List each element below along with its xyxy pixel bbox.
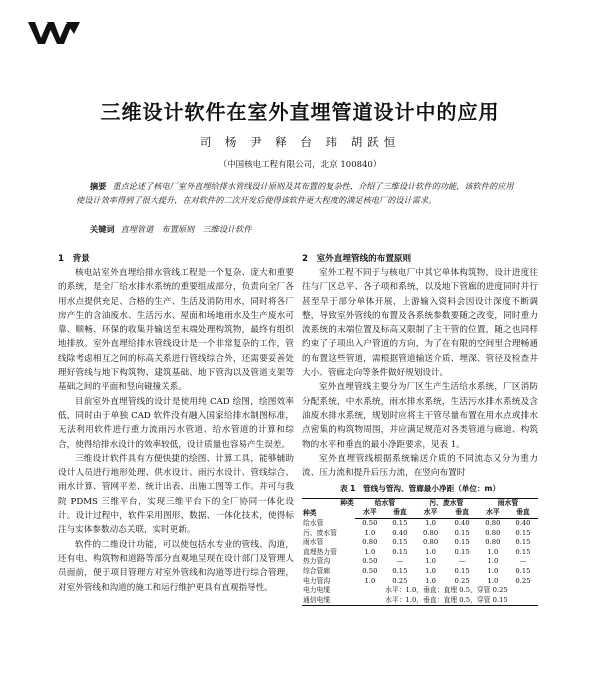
table-row [302, 548, 538, 558]
table-cell: 0.15 [454, 566, 470, 575]
table-row [302, 586, 538, 596]
table-cell: 0.50 [362, 518, 378, 527]
table-cell: 1.0 [425, 576, 436, 585]
paper-authors: 司 杨 尹 释 台 玮 胡跃恒 [199, 135, 401, 149]
left-column [58, 252, 294, 595]
section-2-paragraph: 室外直埋管线根据系统输送介质的不同流态又分为重力流、压力流和提升后压力流，在竖向布置时 [302, 453, 538, 479]
table-cell: 0.15 [392, 547, 408, 556]
table-cell: 水平：1.0，垂直：直埋 0.5，穿管 0.15 [355, 596, 538, 606]
table-corner-header [302, 498, 355, 518]
table-cell: 0.25 [454, 576, 470, 585]
table-cell: 0.40 [392, 528, 408, 537]
table-row [302, 596, 538, 606]
row-label: 综合管廊 [303, 566, 331, 575]
row-label: 通信电缆 [302, 596, 355, 606]
table-cell: 0.15 [392, 538, 408, 547]
paper-title: 三维设计软件在室外直埋管道设计中的应用 [100, 100, 500, 124]
group-header: 雨水管 [478, 498, 538, 508]
table-cell: 0.15 [454, 528, 470, 537]
table-cell: 0.80 [485, 518, 501, 527]
table-cell: 0.15 [515, 538, 531, 547]
journal-logo [28, 20, 80, 46]
table-cell: 1.0 [364, 528, 376, 537]
corner-label-bottom: 种类 [303, 508, 317, 517]
right-column [302, 252, 538, 606]
section-2-heading: 2 室外直埋管线的布置原则 [302, 254, 412, 264]
section-1-paragraph: 目前室外直埋管线的设计是使用纯 CAD 绘图，绘图效率低，同时由于单独 CAD 软件没有融入国家给排水制图标准，无法利用软件进行重力流雨污水管道、给水管道的计算和综合，使得给排水设计的效率较低，设计质量也容易产生误差。 [58, 396, 294, 450]
table-cell: 1.0 [487, 566, 499, 575]
table-cell: 0.40 [515, 518, 531, 527]
row-label: 雨水管 [303, 538, 324, 547]
table-cell: 1.0 [487, 547, 499, 556]
table-row [302, 518, 538, 528]
keywords [90, 224, 252, 235]
table-cell: 0.80 [485, 538, 501, 547]
table-cell: 1.0 [425, 557, 436, 566]
table-row [302, 529, 538, 539]
table-cell: 0.80 [423, 528, 439, 537]
section-2-paragraph: 室外直埋管线主要分为厂区生产生活给水系统，厂区消防分配系统，中水系统，雨水排水系统，生活污水排水系统及含油废水排水系统，规划时应将主干管尽量布置在用水点或排水点密集的构筑物周围，并应满足规范对各类管道与廊道、构筑物的水平和垂直的最小净距要求，见表 1。 [302, 382, 538, 450]
sub-header: 水平 [355, 508, 385, 518]
author-affiliation: （中国核电工程有限公司，北京 100840） [218, 160, 382, 170]
table-row [302, 538, 538, 548]
sub-header: 垂直 [446, 508, 478, 518]
section-1-paragraph: 三维设计软件具有方便快捷的绘图、计算工具，能够辅助设计人员进行地形处理、供水设计、雨污水设计、管线综合、雨水计算、管网平差、统计出表、出施工图等工作。并可与我院 PDMS 三维平台，实现三维平台下的全厂协同一体化设计。设计过程中，软件采用图形、数据、一体化技术，使得标注与实体参数动态关联，实时更新。 [58, 453, 294, 536]
table-cell: 0.25 [515, 576, 531, 585]
sub-header: 垂直 [508, 508, 538, 518]
table-cell: — [458, 557, 466, 566]
table-row [302, 567, 538, 577]
table-cell: 0.15 [392, 566, 408, 575]
row-label: 给水管 [303, 518, 324, 527]
table-cell: 0.15 [454, 547, 470, 556]
table-cell: — [519, 557, 527, 566]
table-cell: 0.15 [392, 518, 408, 527]
table-cell: 0.15 [515, 547, 531, 556]
table-cell: 0.25 [392, 576, 408, 585]
row-label: 直埋热力管 [303, 547, 337, 556]
table-cell: 0.80 [423, 538, 439, 547]
table-cell: 0.15 [515, 566, 531, 575]
abstract [76, 180, 516, 207]
table-cell: 1.0 [425, 547, 436, 556]
table-cell: 1.0 [425, 566, 436, 575]
table-cell: 0.15 [515, 528, 531, 537]
table-row [302, 577, 538, 587]
keywords-text: 直埋管道 布置原则 三维设计软件 [120, 224, 252, 234]
table-cell: 1.0 [364, 547, 376, 556]
table-cell: 0.15 [454, 538, 470, 547]
table-cell: 0.80 [362, 538, 378, 547]
section-1-paragraph: 软件的二维设计功能，可以使包括水专业的管线、沟道，还有电、构筑物和道路等部分直观地呈现在设计部门及管理人员面前，便于项目管理方对室外管线和沟道等进行综合管理，对室外管线和沟道的施工和运行维护更具有直观指导性。 [58, 539, 294, 593]
section-2-paragraph: 室外工程不同于与核电厂中其它单体构筑物，设计进度往往与厂区总平、各子项和系统，以及地下管廊的进度同时并行甚至早于部分单体开展，上游输入资料会因设计深度不断调整，导致室外管线的布置及各系统参数要随之改变，同时重力流系统的末端位置及标高又限制了主干管的位置，随之也同样约束了子项出入户管道的方向，为了在有限的空间里合理畅通的布置这些管道，需根据管道输送介质、埋深、管径及检查井大小、管廊走向等条件做好规划设计。 [302, 268, 538, 379]
table-1 [302, 498, 538, 607]
table-cell: 0.80 [485, 528, 501, 537]
abstract-label: 摘要 [90, 181, 107, 191]
table-cell: — [396, 557, 404, 566]
table-cell: 1.0 [364, 576, 376, 585]
sub-header: 水平 [415, 508, 446, 518]
row-label: 污、废水管 [303, 528, 337, 537]
row-label: 电力管沟 [303, 576, 331, 585]
table-cell: 0.50 [362, 566, 378, 575]
table-cell: 1.0 [487, 557, 499, 566]
table-row [302, 557, 538, 567]
section-1-heading: 1 背景 [58, 254, 90, 264]
corner-label-top: 种类 [340, 499, 354, 507]
table-cell: 水平：1.0，垂直：直埋 0.5，穿管 0.25 [385, 586, 508, 595]
row-label: 热力管沟 [303, 557, 331, 566]
table-cell: 0.40 [454, 518, 470, 527]
keywords-label: 关键词 [90, 224, 115, 234]
table-cell: 1.0 [487, 576, 499, 585]
sub-header: 水平 [478, 508, 508, 518]
group-header: 给水管 [355, 498, 415, 508]
section-1-paragraph: 核电站室外直埋给排水管线工程是一个复杂、庞大和重要的系统，是全厂给水排水系统的重要组成部分，负责向全厂各用水点提供充足、合格的生产、生活及消防用水，同时将各厂房产生的含油废水、生活污水、屋面和场地雨水及生产废水可靠、顺畅、环保的收集并输送至末端处理构筑物，最终有组织地排放。室外直埋给排水管线设计是一个非常复杂的工作，管线除考虑相互之间的标高关系进行管线综合外，还需要妥善处理好管线与地下构筑物、建筑基础、地下管沟以及管道支架等基础之间的平面和竖向碰撞关系。 [58, 268, 294, 393]
table-1-caption: 表 1 管线与管沟、管廊最小净距（单位：m） [339, 484, 501, 494]
table-1-body [302, 518, 538, 605]
group-header: 污、废水管 [415, 498, 478, 508]
abstract-text: 重点论述了核电厂室外直埋给排水管线设计原则及其布置的复杂性，介绍了三维设计软件的功能，该软件的应用使设计效率得到了很大提升，在对软件的二次开发后使得该软件更大程度的满足核电厂的设计需求。 [76, 181, 514, 205]
sub-header: 垂直 [385, 508, 415, 518]
table-cell: 1.0 [425, 518, 436, 527]
table-cell: 0.50 [362, 557, 378, 566]
row-label: 电力电缆 [303, 586, 331, 595]
